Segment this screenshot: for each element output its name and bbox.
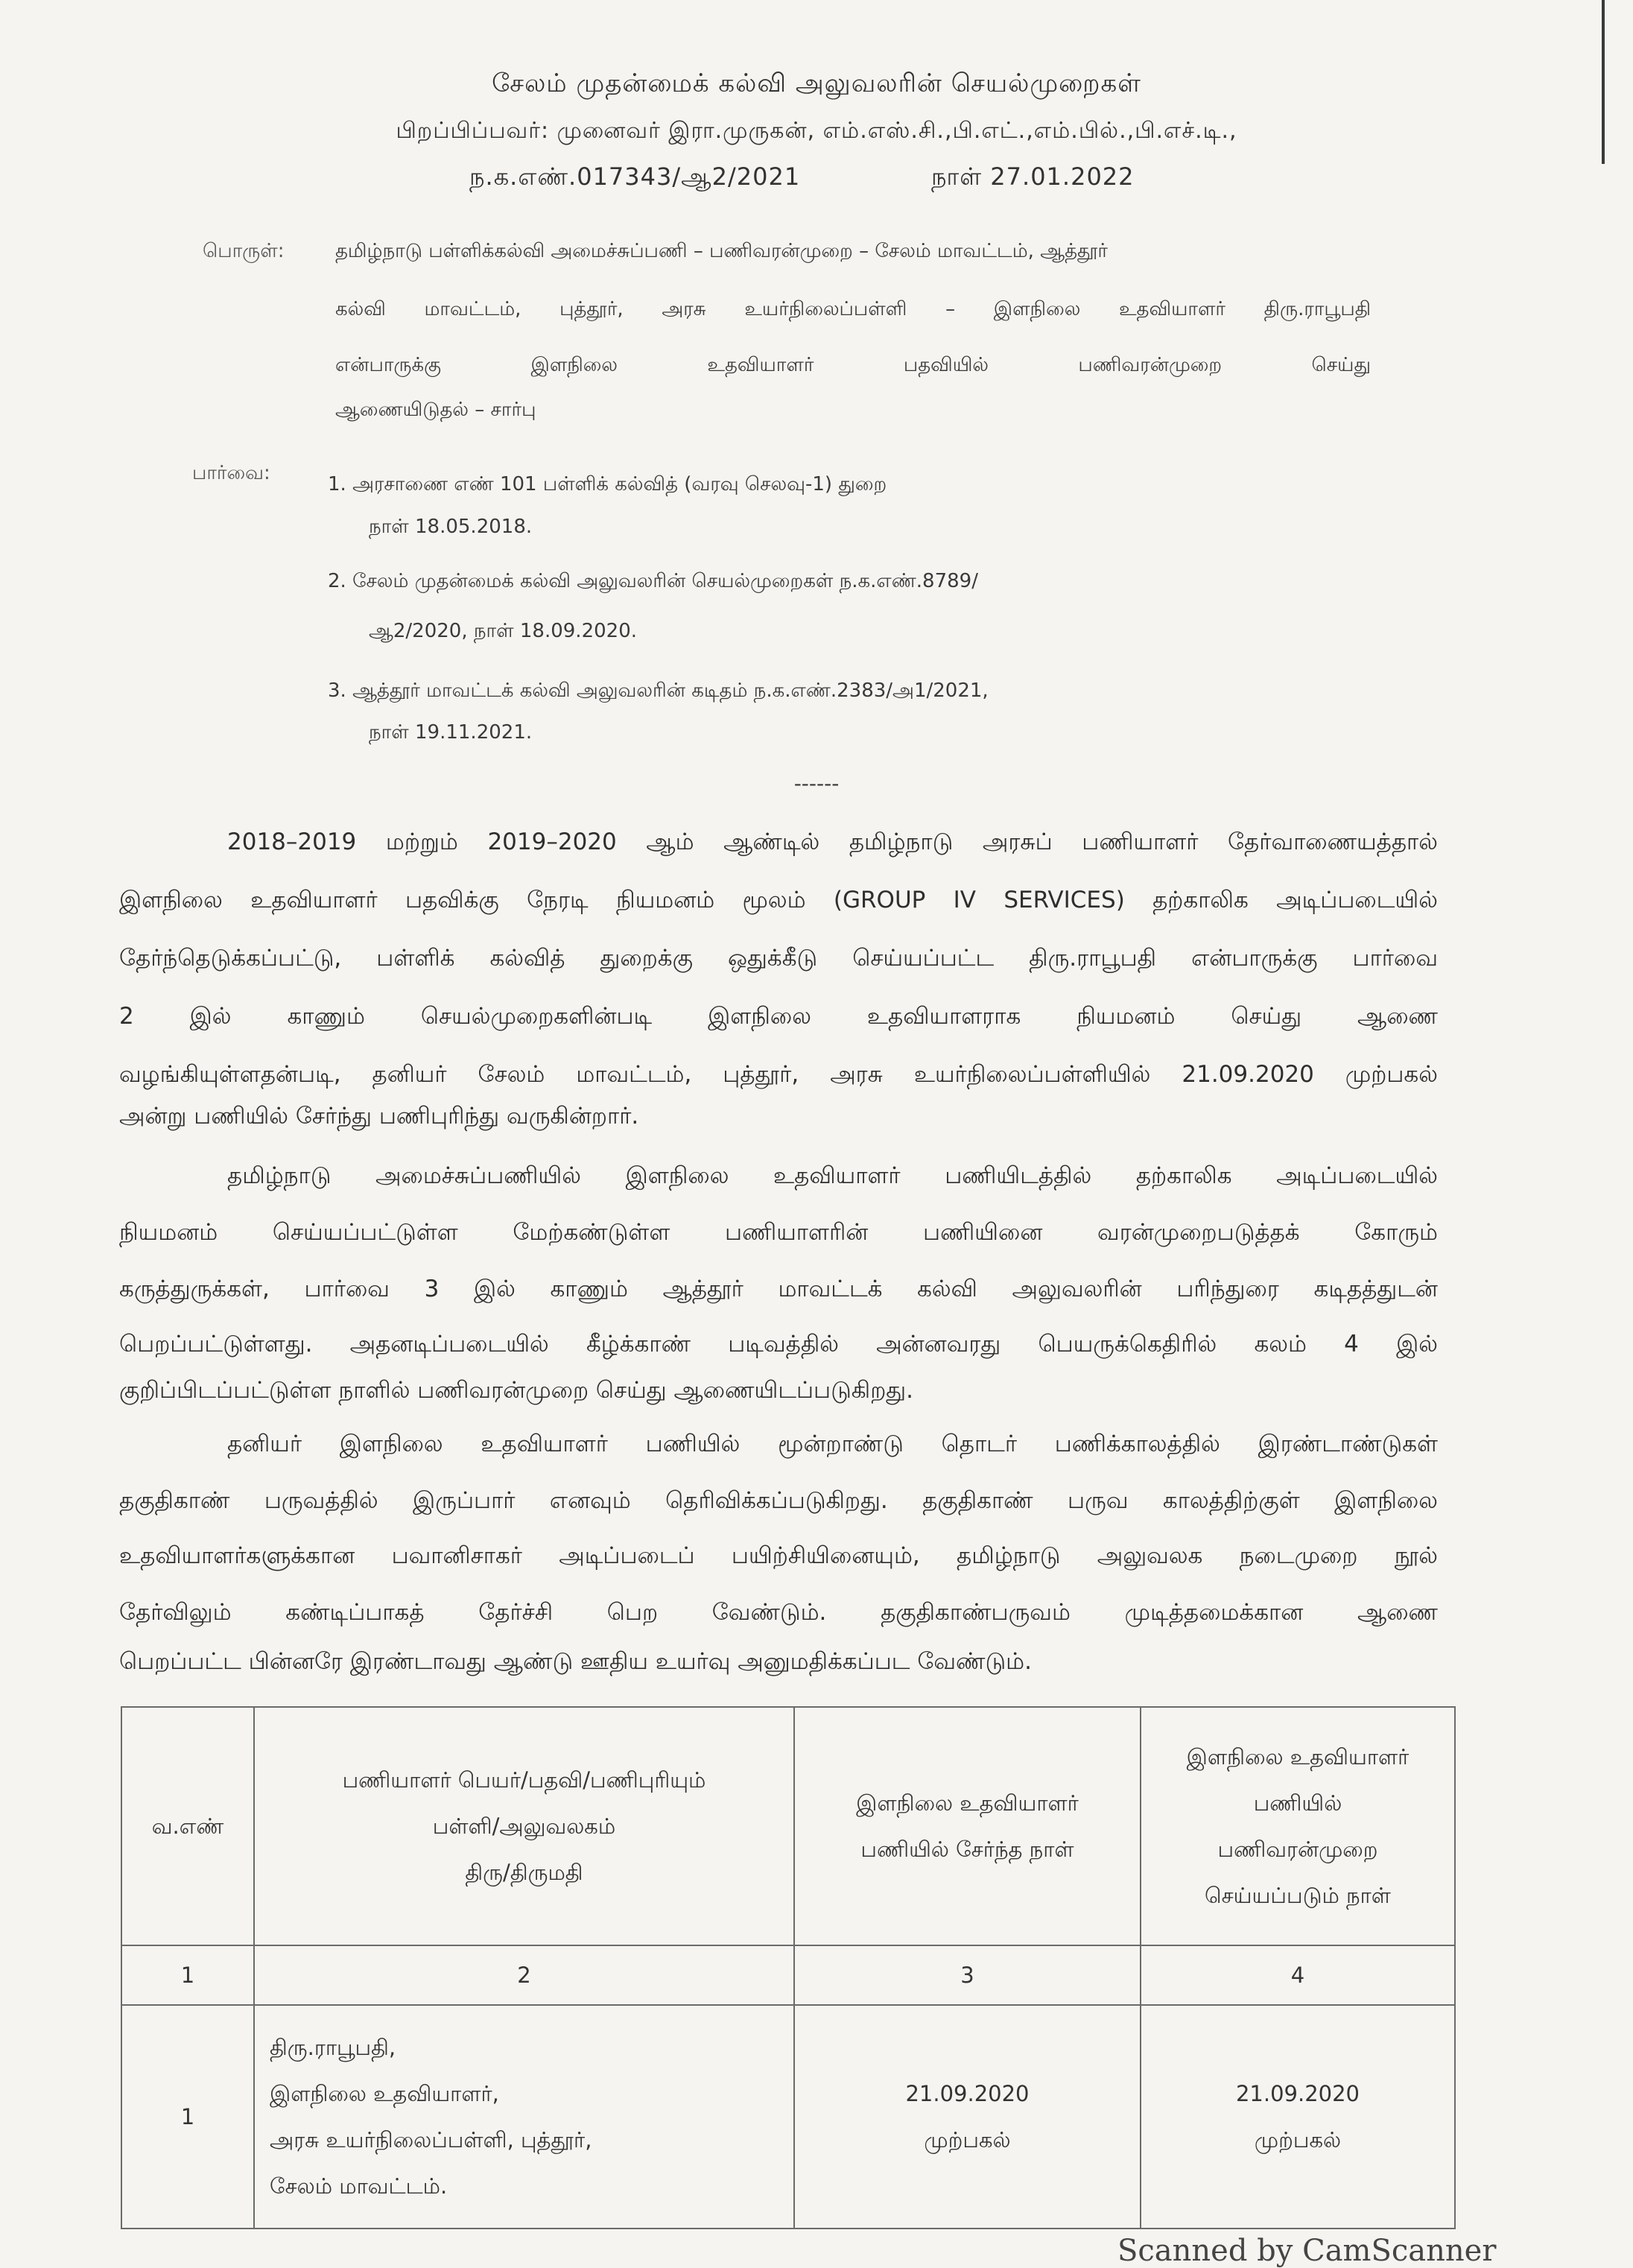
header-serial: வ.எண் [121, 1707, 254, 1945]
column-number: 1 [121, 1945, 254, 2005]
header-line: இளநிலை உதவியாளர் [1186, 1744, 1410, 1770]
header-line: பணியாளர் பெயர்/பதவி/பணிபுரியும் [342, 1767, 706, 1793]
paragraph-line: பெறப்பட்டுள்ளது. அதனடிப்படையில் கீழ்க்காண் படிவத்தில் அன்னவரது பெயருக்கெதிரில் கலம் 4 இல் [119, 1331, 1438, 1358]
reference-item: 1. அரசாணை எண் 101 பள்ளிக் கல்வித் (வரவு செலவு-1) துறை [328, 473, 887, 495]
table-header-row [121, 1707, 1455, 1945]
employee-line: இளநிலை உதவியாளர், [270, 2081, 499, 2106]
issuer-line: பிறப்பிப்பவர்: முனைவர் இரா.முருகன், எம்.எஸ்.சி.,பி.எட்.,எம்.பில்.,பி.எச்.டி., [396, 118, 1237, 144]
paragraph-line: நியமனம் செய்யப்பட்டுள்ள மேற்கண்டுள்ள பணியாளரின் பணியினை வரன்முறைபடுத்தக் கோரும் [119, 1219, 1438, 1246]
joined-date: 21.09.2020 [905, 2081, 1030, 2106]
header-line: பள்ளி/அலுவலகம் [432, 1814, 616, 1839]
regularised-session: முற்பகல் [1254, 2127, 1342, 2153]
paragraph-line: 2 இல் காணும் செயல்முறைகளின்படி இளநிலை உதவியாளராக நியமனம் செய்து ஆணை [119, 1003, 1438, 1030]
paragraph-line: உதவியாளர்களுக்கான பவானிசாகர் அடிப்படைப் பயிற்சியினையும், தமிழ்நாடு அலுவலக நடைமுறை நூல் [119, 1542, 1438, 1569]
reference-item-date: நாள் 19.11.2021. [369, 721, 533, 744]
row-employee [254, 2005, 794, 2229]
paragraph-line: தகுதிகாண் பருவத்தில் இருப்பார் எனவும் தெரிவிக்கப்படுகிறது. தகுதிகாண் பருவ காலத்திற்குள் இளநிலை [119, 1487, 1438, 1514]
row-regularised [1141, 2005, 1455, 2229]
reference-label: பார்வை: [192, 462, 270, 484]
row-serial: 1 [121, 2005, 254, 2229]
header-line: இளநிலை உதவியாளர் [856, 1790, 1079, 1816]
header-line: பணிவரன்முறை [1217, 1837, 1378, 1862]
paragraph-line: தேர்ந்தெடுக்கப்பட்டு, பள்ளிக் கல்வித் துறைக்கு ஒதுக்கீடு செய்யப்பட்ட திரு.ராபூபதி என்பாருக்கு பார்வை [119, 945, 1438, 972]
header-regularised [1141, 1707, 1455, 1945]
paragraph-line: குறிப்பிடப்பட்டுள்ள நாளில் பணிவரன்முறை செய்து ஆணையிடப்படுகிறது. [119, 1377, 914, 1404]
office-title: சேலம் முதன்மைக் கல்வி அலுவலரின் செயல்முறைகள் [492, 69, 1141, 98]
subject-line: ஆணையிடுதல் – சார்பு [335, 399, 536, 421]
header-joined [794, 1707, 1141, 1945]
subject-line: தமிழ்நாடு பள்ளிக்கல்வி அமைச்சுப்பணி – பணிவரன்முறை – சேலம் மாவட்டம், ஆத்தூர் [335, 240, 1108, 262]
reference-item-date: நாள் 18.05.2018. [369, 516, 533, 538]
paragraph-line: அன்று பணியில் சேர்ந்து பணிபுரிந்து வருகின்றார். [119, 1103, 639, 1130]
paragraph-line: பெறப்பட்ட பின்னரே இரண்டாவது ஆண்டு ஊதிய உயர்வு அனுமதிக்கப்பட வேண்டும். [119, 1648, 1032, 1675]
column-number-row [121, 1945, 1455, 2005]
separator: ------ [793, 771, 840, 796]
header-employee [254, 1707, 794, 1945]
reference-item: 2. சேலம் முதன்மைக் கல்வி அலுவலரின் செயல்முறைகள் ந.க.எண்.8789/ [328, 570, 978, 592]
paragraph-line: இளநிலை உதவியாளர் பதவிக்கு நேரடி நியமனம் மூலம் (GROUP IV SERVICES) தற்காலிக அடிப்படையில் [119, 887, 1438, 913]
paragraph-line: வழங்கியுள்ளதன்படி, தனியர் சேலம் மாவட்டம், புத்தூர், அரசு உயர்நிலைப்பள்ளியில் 21.09.2020 முற்பகல் [119, 1061, 1438, 1088]
order-date: நாள் 27.01.2022 [931, 162, 1135, 191]
reference-item-date: ஆ2/2020, நாள் 18.09.2020. [369, 620, 638, 642]
header-line: திரு/திருமதி [465, 1860, 583, 1885]
regularisation-table [121, 1706, 1456, 2229]
column-number: 4 [1141, 1945, 1455, 2005]
paragraph-line: தனியர் இளநிலை உதவியாளர் பணியில் மூன்றாண்டு தொடர் பணிக்காலத்தில் இரண்டாண்டுகள் [227, 1431, 1438, 1457]
table-row [121, 2005, 1455, 2229]
employee-line: அரசு உயர்நிலைப்பள்ளி, புத்தூர், [270, 2127, 592, 2153]
scanner-watermark: Scanned by CamScanner [1117, 2234, 1497, 2268]
joined-session: முற்பகல் [924, 2127, 1011, 2153]
paragraph-line: தேர்விலும் கண்டிப்பாகத் தேர்ச்சி பெற வேண்டும். தகுதிகாண்பருவம் முடித்தமைக்கான ஆணை [119, 1599, 1438, 1626]
reference-number: ந.க.எண்.017343/ஆ2/2021 [469, 162, 801, 191]
subject-line: என்பாருக்கு இளநிலை உதவியாளர் பதவியில் பணிவரன்முறை செய்து [335, 354, 1371, 376]
column-number: 3 [794, 1945, 1141, 2005]
row-joined [794, 2005, 1141, 2229]
subject-line: கல்வி மாவட்டம், புத்தூர், அரசு உயர்நிலைப்பள்ளி – இளநிலை உதவியாளர் திரு.ராபூபதி [335, 298, 1371, 320]
regularised-date: 21.09.2020 [1235, 2081, 1360, 2106]
reference-item: 3. ஆத்தூர் மாவட்டக் கல்வி அலுவலரின் கடிதம் ந.க.எண்.2383/அ1/2021, [328, 680, 989, 702]
employee-line: திரு.ராபூபதி, [270, 2035, 396, 2060]
column-number: 2 [254, 1945, 794, 2005]
header-line: செய்யப்படும் நாள் [1205, 1883, 1391, 1908]
subject-label: பொருள்: [203, 240, 285, 262]
paragraph-line: கருத்துருக்கள், பார்வை 3 இல் காணும் ஆத்தூர் மாவட்டக் கல்வி அலுவலரின் பரிந்துரை கடிதத்துடன் [119, 1276, 1438, 1302]
header-line: பணியில் [1253, 1790, 1342, 1816]
employee-line: சேலம் மாவட்டம். [270, 2173, 448, 2199]
paragraph-line: தமிழ்நாடு அமைச்சுப்பணியில் இளநிலை உதவியாளர் பணியிடத்தில் தற்காலிக அடிப்படையில் [227, 1162, 1438, 1189]
header-line: பணியில் சேர்ந்த நாள் [860, 1837, 1074, 1862]
paragraph-line: 2018–2019 மற்றும் 2019–2020 ஆம் ஆண்டில் தமிழ்நாடு அரசுப் பணியாளர் தேர்வாணையத்தால் [227, 829, 1438, 855]
